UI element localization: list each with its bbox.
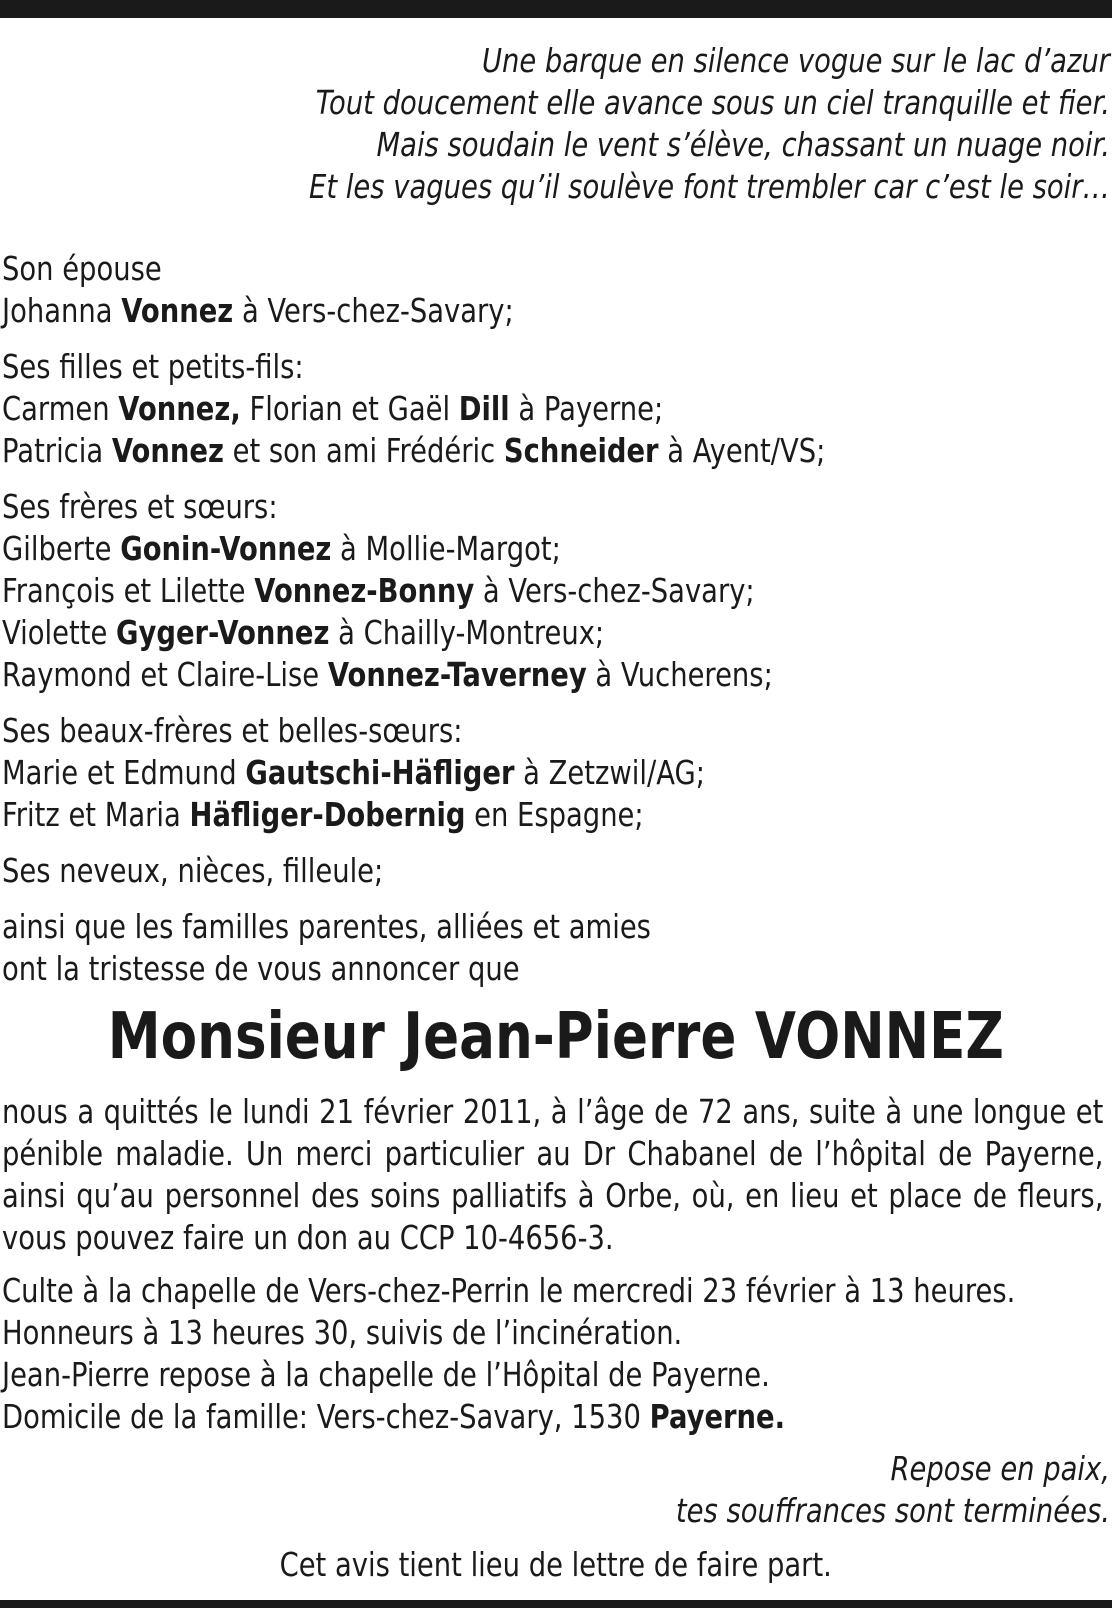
member-surname: Gyger-Vonnez (116, 613, 330, 652)
deceased-name-text: Monsieur Jean-Pierre VONNEZ (107, 1000, 1005, 1074)
member-location: à Ayent/VS; (658, 431, 826, 470)
group-heading: Son épouse (2, 249, 162, 288)
member-surname: Schneider (503, 431, 659, 470)
family-member (2, 388, 825, 430)
member-surname: Vonnez-Bonny (254, 571, 475, 610)
member-surname: Vonnez, (118, 389, 241, 428)
member-name: Marie et Edmund (2, 753, 246, 792)
member-location: en Espagne; (465, 795, 644, 834)
domicile-city: Payerne. (649, 1397, 786, 1436)
family-member (2, 794, 825, 836)
family-list (2, 248, 825, 1004)
nephews-group (2, 850, 825, 892)
member-name: Johanna (2, 291, 122, 330)
passing-paragraph: nous a quittés le lundi 21 février 2011, à l’âge de 72 ans, suite à une longue et pénible maladie. Un merci particulier au Dr Chabanel de l’hôpital de Payerne, ainsi qu’au personnel des soins palliatifs à Orbe, où, en lieu et place de fleurs, vous pouvez faire un don au CCP 10-4656-3. (2, 1092, 1104, 1257)
top-rule (0, 0, 1112, 18)
family-member (2, 752, 825, 794)
member-name: Violette (2, 613, 117, 652)
member-location: à Mollie-Margot; (331, 529, 561, 568)
poem (309, 40, 1110, 208)
poem-line: Et les vagues qu’il soulève font trembler car c’est le soir… (309, 167, 1110, 206)
member-surname: Vonnez (111, 431, 224, 470)
member-name: Fritz et Maria (2, 795, 190, 834)
member-name: et son ami Frédéric (223, 431, 504, 470)
announcement (2, 906, 825, 990)
group-heading: Ses frères et sœurs: (2, 487, 278, 526)
daughters-group (2, 346, 825, 472)
family-member (2, 430, 825, 472)
siblings-group (2, 486, 825, 696)
poem-line: Mais soudain le vent s’élève, chassant un nuage noir. (376, 125, 1110, 164)
poem-line: Une barque en silence vogue sur le lac d’azur (481, 41, 1110, 80)
family-member (2, 612, 825, 654)
domicile-address: Domicile de la famille: Vers-chez-Savary, 1530 (2, 1397, 650, 1436)
service-honneurs: Honneurs à 13 heures 30, suivis de l’incinération. (2, 1313, 683, 1352)
closing-line: Repose en paix, (890, 1449, 1110, 1488)
member-location: à Zetzwil/AG; (514, 753, 705, 792)
service-culte: Culte à la chapelle de Vers-chez-Perrin le mercredi 23 février à 13 heures. (2, 1271, 1016, 1310)
member-name: Gilberte (2, 529, 121, 568)
member-location: à Chailly-Montreux; (329, 613, 605, 652)
member-surname: Vonnez-Taverney (327, 655, 587, 694)
member-name: François et Lilette (2, 571, 255, 610)
group-heading: Ses beaux-frères et belles-sœurs: (2, 711, 463, 750)
member-name: Florian et Gaël (240, 389, 459, 428)
poem-line: Tout doucement elle avance sous un ciel tranquille et fier. (315, 83, 1110, 122)
member-location: à Vers-chez-Savary; (233, 291, 514, 330)
member-location: à Payerne; (509, 389, 664, 428)
spouse-group (2, 248, 825, 332)
member-name: Patricia (2, 431, 112, 470)
closing-verse (676, 1448, 1110, 1532)
member-surname: Vonnez (121, 291, 234, 330)
service-info (2, 1270, 1015, 1438)
member-location: à Vucherens; (586, 655, 773, 694)
bottom-rule (0, 1600, 1112, 1608)
family-domicile (2, 1396, 1015, 1438)
footer-text: Cet avis tient lieu de lettre de faire part. (279, 1545, 833, 1584)
member-location: à Vers-chez-Savary; (474, 571, 755, 610)
member-surname: Dill (458, 389, 510, 428)
announcement-line: ainsi que les familles parentes, alliées et amies (2, 907, 651, 946)
member-surname: Gautschi-Häfliger (245, 753, 515, 792)
member-surname: Häfliger-Dobernig (189, 795, 466, 834)
member-name: Raymond et Claire-Lise (2, 655, 328, 694)
family-member (2, 528, 825, 570)
footer-note (0, 1544, 1112, 1586)
group-heading: Ses filles et petits-fils: (2, 347, 304, 386)
deceased-name (0, 1002, 1112, 1072)
announcement-line: ont la tristesse de vous annoncer que (2, 949, 520, 988)
service-repose: Jean-Pierre repose à la chapelle de l’Hôpital de Payerne. (2, 1355, 770, 1394)
closing-line: tes souffrances sont terminées. (675, 1491, 1110, 1530)
inlaws-group (2, 710, 825, 836)
member-name: Carmen (2, 389, 119, 428)
member-surname: Gonin-Vonnez (120, 529, 332, 568)
family-member (2, 570, 825, 612)
family-member (2, 290, 825, 332)
family-member (2, 654, 825, 696)
group-heading: Ses neveux, nièces, filleule; (2, 851, 384, 890)
